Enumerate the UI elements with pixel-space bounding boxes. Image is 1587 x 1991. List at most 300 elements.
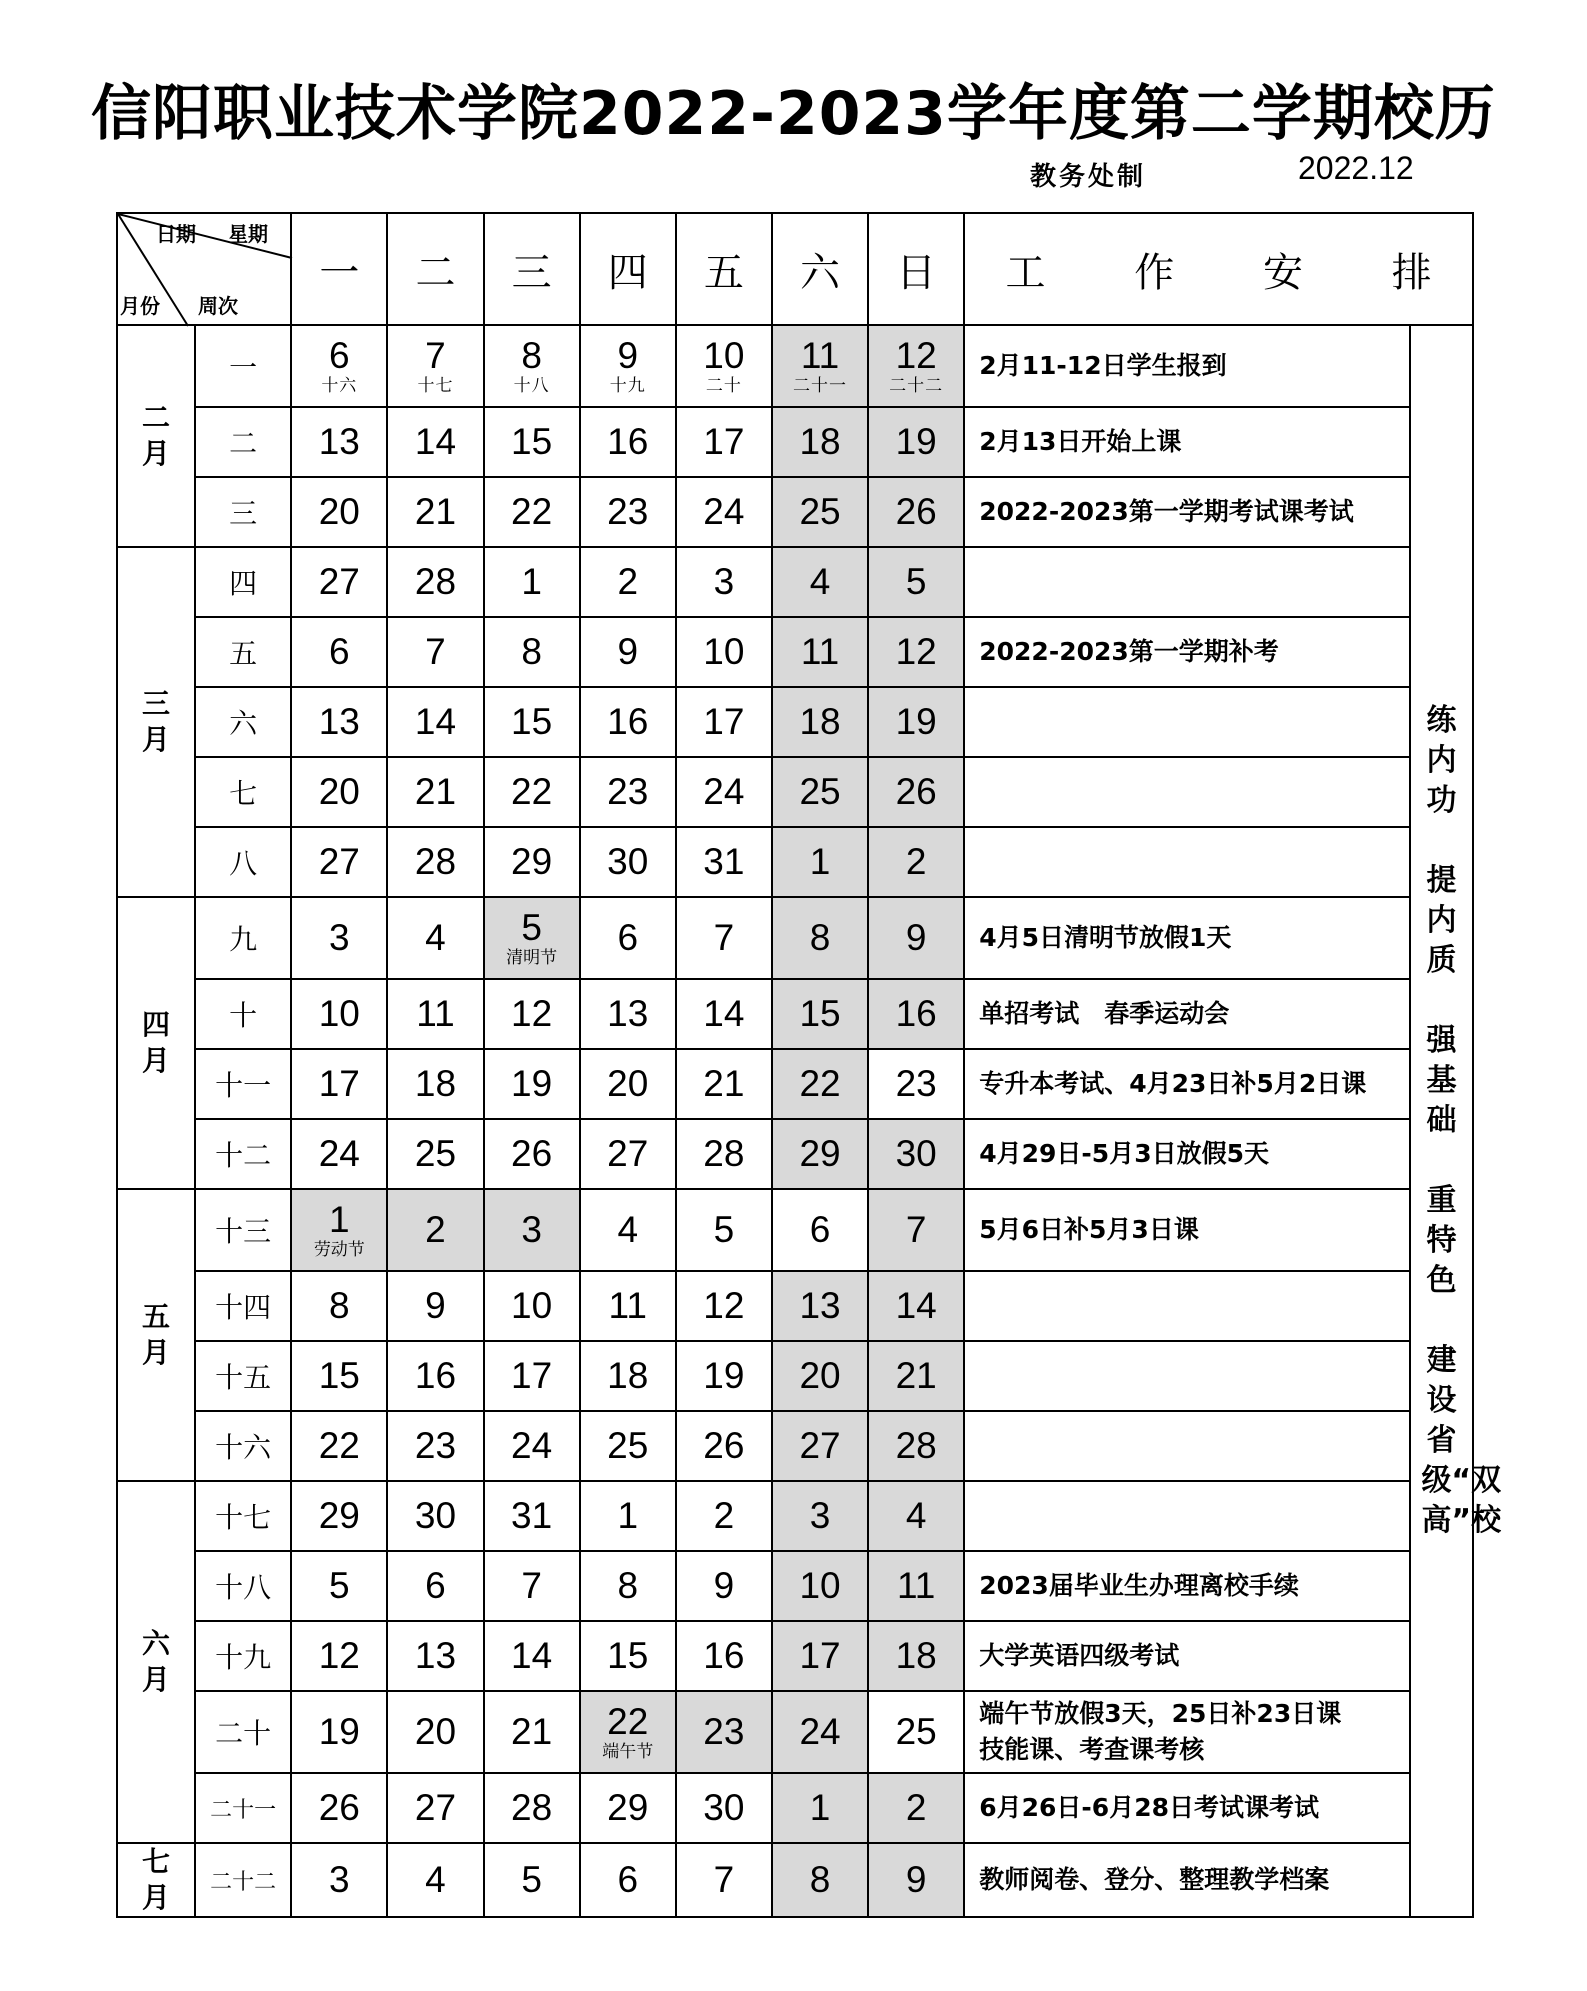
day-number: 19 xyxy=(703,1355,745,1396)
day-number: 1 xyxy=(329,1199,350,1240)
day-number: 19 xyxy=(895,701,937,742)
day-number: 29 xyxy=(318,1495,360,1536)
day-number: 24 xyxy=(799,1711,841,1752)
day-cell xyxy=(291,1621,387,1691)
day-number: 22 xyxy=(607,1701,649,1742)
day-cell xyxy=(772,1119,868,1189)
day-cell xyxy=(580,1551,676,1621)
day-cell xyxy=(676,1341,772,1411)
day-cell xyxy=(580,617,676,687)
day-cell xyxy=(676,1621,772,1691)
day-number: 2 xyxy=(905,1787,927,1828)
day-cell xyxy=(291,325,387,407)
day-number: 15 xyxy=(607,1635,649,1676)
day-cell xyxy=(772,547,868,617)
week-number: 十七 xyxy=(195,1481,291,1551)
week-row xyxy=(117,617,1473,687)
day-number: 2 xyxy=(617,561,639,602)
day-cell xyxy=(676,1551,772,1621)
day-number: 1 xyxy=(809,1787,831,1828)
day-cell xyxy=(868,1843,964,1917)
day-cell xyxy=(291,1551,387,1621)
day-number: 23 xyxy=(895,1063,937,1104)
day-number: 20 xyxy=(318,771,360,812)
day-number: 18 xyxy=(799,701,841,742)
day-number: 14 xyxy=(414,421,457,462)
day-cell xyxy=(868,1411,964,1481)
day-number: 15 xyxy=(318,1355,360,1396)
day-number: 14 xyxy=(703,993,745,1034)
day-number: 9 xyxy=(905,917,927,958)
day-cell xyxy=(676,687,772,757)
day-number: 4 xyxy=(809,561,831,602)
day-number: 23 xyxy=(607,491,649,532)
day-cell xyxy=(676,1189,772,1271)
month-label: 三 月 xyxy=(117,547,195,897)
corner-week-label: 周次 xyxy=(198,294,238,318)
work-note: 2月13日开始上课 xyxy=(964,407,1410,477)
week-row xyxy=(117,979,1473,1049)
day-cell xyxy=(484,1691,580,1773)
week-row xyxy=(117,1271,1473,1341)
week-row xyxy=(117,687,1473,757)
day-cell xyxy=(676,407,772,477)
day-cell xyxy=(291,407,387,477)
day-number: 24 xyxy=(318,1133,360,1174)
slogan-phrase: 提内质 xyxy=(1426,863,1457,978)
day-cell xyxy=(291,1481,387,1551)
day-number: 21 xyxy=(414,491,457,532)
slogan-phrase: 练内功 xyxy=(1426,703,1457,818)
day-cell xyxy=(772,1773,868,1843)
day-number: 30 xyxy=(895,1133,937,1174)
day-cell xyxy=(291,617,387,687)
day-cell xyxy=(772,1621,868,1691)
day-cell xyxy=(580,1049,676,1119)
day-number: 3 xyxy=(329,1859,350,1900)
day-number: 3 xyxy=(713,561,735,602)
day-cell xyxy=(772,979,868,1049)
day-number: 1 xyxy=(617,1495,639,1536)
day-cell xyxy=(868,1481,964,1551)
day-number: 14 xyxy=(895,1285,937,1326)
lunar-date-label: 十八 xyxy=(513,376,550,396)
day-cell xyxy=(676,547,772,617)
week-row xyxy=(117,1843,1473,1917)
day-cell xyxy=(387,407,483,477)
week-number: 二 xyxy=(195,407,291,477)
day-cell xyxy=(580,1341,676,1411)
work-note xyxy=(964,1481,1410,1551)
day-cell xyxy=(484,897,580,979)
week-number: 二十一 xyxy=(195,1773,291,1843)
day-number: 30 xyxy=(607,841,649,882)
day-number: 6 xyxy=(617,1859,639,1900)
day-number: 19 xyxy=(318,1711,360,1752)
day-number: 23 xyxy=(607,771,649,812)
day-cell xyxy=(868,757,964,827)
day-cell xyxy=(291,1341,387,1411)
day-cell xyxy=(868,1773,964,1843)
weekday-header-mon: 一 xyxy=(291,213,387,325)
day-cell xyxy=(484,1773,580,1843)
day-cell xyxy=(772,687,868,757)
day-cell xyxy=(291,979,387,1049)
day-number: 15 xyxy=(511,421,553,462)
day-cell xyxy=(868,979,964,1049)
day-number: 18 xyxy=(799,421,841,462)
day-number: 16 xyxy=(607,421,649,462)
day-number: 17 xyxy=(318,1063,360,1104)
day-cell xyxy=(676,477,772,547)
day-number: 23 xyxy=(703,1711,745,1752)
week-number: 十二 xyxy=(195,1119,291,1189)
day-number: 8 xyxy=(809,917,831,958)
weekday-header-sun: 日 xyxy=(868,213,964,325)
slogan-phrase: 重特色 xyxy=(1426,1183,1457,1298)
day-cell xyxy=(772,1551,868,1621)
day-cell xyxy=(676,1119,772,1189)
work-note xyxy=(964,1411,1410,1481)
day-cell xyxy=(387,1481,483,1551)
day-number: 25 xyxy=(799,491,841,532)
day-number: 10 xyxy=(703,631,745,672)
day-cell xyxy=(387,325,483,407)
day-number: 14 xyxy=(414,701,457,742)
work-note: 单招考试 春季运动会 xyxy=(964,979,1410,1049)
month-label: 四 月 xyxy=(117,897,195,1189)
day-cell xyxy=(291,827,387,897)
day-number: 5 xyxy=(329,1565,350,1606)
day-number: 6 xyxy=(329,335,350,376)
day-cell xyxy=(868,1691,964,1773)
day-cell xyxy=(291,1271,387,1341)
day-cell xyxy=(676,1843,772,1917)
day-number: 2 xyxy=(425,1209,446,1250)
day-number: 7 xyxy=(713,917,735,958)
day-cell xyxy=(868,687,964,757)
holiday-label: 清明节 xyxy=(506,948,558,968)
week-number: 九 xyxy=(195,897,291,979)
day-cell xyxy=(291,1049,387,1119)
day-cell xyxy=(387,827,483,897)
week-number: 七 xyxy=(195,757,291,827)
day-number: 17 xyxy=(703,421,745,462)
day-cell xyxy=(291,547,387,617)
work-note: 2022-2023第一学期考试课考试 xyxy=(964,477,1410,547)
day-number: 5 xyxy=(905,561,927,602)
day-number: 8 xyxy=(617,1565,639,1606)
day-number: 16 xyxy=(895,993,937,1034)
day-cell xyxy=(868,1119,964,1189)
day-number: 1 xyxy=(521,561,542,602)
day-cell xyxy=(484,1119,580,1189)
day-cell xyxy=(676,325,772,407)
day-cell xyxy=(387,1341,483,1411)
day-cell xyxy=(484,1411,580,1481)
day-number: 18 xyxy=(895,1635,937,1676)
day-number: 13 xyxy=(318,701,360,742)
day-cell xyxy=(387,1621,483,1691)
corner-month-label: 月份 xyxy=(120,294,160,318)
day-cell xyxy=(868,827,964,897)
day-cell xyxy=(580,897,676,979)
work-note: 2022-2023第一学期补考 xyxy=(964,617,1410,687)
day-number: 13 xyxy=(318,421,360,462)
day-cell xyxy=(484,827,580,897)
week-row xyxy=(117,1189,1473,1271)
day-cell xyxy=(484,1551,580,1621)
corner-date-label: 日期 xyxy=(156,222,196,246)
day-cell xyxy=(868,1551,964,1621)
work-note xyxy=(964,757,1410,827)
day-number: 3 xyxy=(809,1495,831,1536)
day-number: 26 xyxy=(318,1787,360,1828)
work-note: 2023届毕业生办理离校手续 xyxy=(964,1551,1410,1621)
weekday-header-sat: 六 xyxy=(772,213,868,325)
day-cell xyxy=(772,827,868,897)
day-cell xyxy=(868,1049,964,1119)
day-number: 9 xyxy=(425,1285,446,1326)
day-cell xyxy=(676,827,772,897)
day-cell xyxy=(484,1189,580,1271)
day-cell xyxy=(772,1341,868,1411)
day-number: 12 xyxy=(895,335,937,376)
day-cell xyxy=(291,687,387,757)
day-cell xyxy=(291,757,387,827)
day-cell xyxy=(868,1341,964,1411)
day-number: 12 xyxy=(895,631,937,672)
day-number: 10 xyxy=(318,993,360,1034)
day-cell xyxy=(484,1271,580,1341)
day-number: 8 xyxy=(809,1859,831,1900)
work-note: 端午节放假3天，25日补23日课 技能课、考查课考核 xyxy=(964,1691,1410,1773)
day-number: 8 xyxy=(521,335,542,376)
day-cell xyxy=(484,325,580,407)
week-number: 十三 xyxy=(195,1189,291,1271)
day-cell xyxy=(387,1843,483,1917)
day-number: 18 xyxy=(607,1355,649,1396)
work-note: 2月11-12日学生报到 xyxy=(964,325,1410,407)
day-cell xyxy=(484,1843,580,1917)
academic-calendar-table xyxy=(116,212,1502,1918)
page-title: 信阳职业技术学院2022-2023学年度第二学期校历 xyxy=(91,79,1496,149)
day-cell xyxy=(676,1481,772,1551)
day-cell xyxy=(387,1189,483,1271)
day-cell xyxy=(676,1049,772,1119)
week-row xyxy=(117,1341,1473,1411)
week-row xyxy=(117,897,1473,979)
day-cell xyxy=(387,757,483,827)
day-cell xyxy=(676,1411,772,1481)
day-number: 16 xyxy=(703,1635,745,1676)
day-number: 29 xyxy=(511,841,553,882)
day-cell xyxy=(580,325,676,407)
day-number: 31 xyxy=(703,841,745,882)
day-number: 5 xyxy=(521,907,542,948)
issue-date: 2022.12 xyxy=(1298,150,1414,186)
day-number: 27 xyxy=(318,561,360,602)
day-cell xyxy=(868,1189,964,1271)
week-row xyxy=(117,1773,1473,1843)
week-row xyxy=(117,407,1473,477)
day-number: 15 xyxy=(511,701,553,742)
day-number: 26 xyxy=(703,1425,745,1466)
day-number: 11 xyxy=(896,1565,936,1606)
day-number: 9 xyxy=(617,335,639,376)
month-label: 五 月 xyxy=(117,1189,195,1481)
month-label: 二 月 xyxy=(117,325,195,547)
week-number: 一 xyxy=(195,325,291,407)
day-cell xyxy=(580,1691,676,1773)
day-number: 16 xyxy=(414,1355,457,1396)
day-cell xyxy=(580,687,676,757)
day-cell xyxy=(387,1773,483,1843)
day-number: 12 xyxy=(703,1285,745,1326)
day-number: 20 xyxy=(799,1355,841,1396)
work-note: 专升本考试、4月23日补5月2日课 xyxy=(964,1049,1410,1119)
day-cell xyxy=(580,1411,676,1481)
day-number: 30 xyxy=(414,1495,457,1536)
day-number: 27 xyxy=(607,1133,649,1174)
day-cell xyxy=(387,687,483,757)
day-cell xyxy=(868,1271,964,1341)
day-number: 25 xyxy=(414,1133,457,1174)
day-number: 2 xyxy=(905,841,927,882)
day-number: 14 xyxy=(511,1635,553,1676)
day-cell xyxy=(291,1773,387,1843)
day-number: 28 xyxy=(895,1425,937,1466)
day-number: 22 xyxy=(318,1425,360,1466)
day-cell xyxy=(772,1843,868,1917)
work-note xyxy=(964,687,1410,757)
day-cell xyxy=(676,1691,772,1773)
slogan-column xyxy=(1410,325,1502,1917)
day-cell xyxy=(580,1189,676,1271)
week-number: 四 xyxy=(195,547,291,617)
day-number: 4 xyxy=(425,917,446,958)
day-cell xyxy=(291,477,387,547)
day-cell xyxy=(291,897,387,979)
day-number: 28 xyxy=(414,561,457,602)
day-number: 20 xyxy=(607,1063,649,1104)
day-number: 4 xyxy=(905,1495,927,1536)
slogan-phrase: 建设省级“双高”校 xyxy=(1421,1343,1502,1538)
work-note: 4月5日清明节放假1天 xyxy=(964,897,1410,979)
month-label: 七 月 xyxy=(117,1843,195,1917)
week-row xyxy=(117,1411,1473,1481)
day-cell xyxy=(676,617,772,687)
day-cell xyxy=(772,325,868,407)
day-number: 4 xyxy=(425,1859,446,1900)
week-number: 十 xyxy=(195,979,291,1049)
week-row xyxy=(117,757,1473,827)
day-number: 25 xyxy=(607,1425,649,1466)
slogan-phrase: 强基础 xyxy=(1426,1023,1457,1138)
day-cell xyxy=(772,897,868,979)
work-note: 教师阅卷、登分、整理教学档案 xyxy=(964,1843,1410,1917)
week-number: 二十二 xyxy=(195,1843,291,1917)
day-cell xyxy=(580,1773,676,1843)
week-number: 十八 xyxy=(195,1551,291,1621)
day-number: 18 xyxy=(414,1063,457,1104)
day-cell xyxy=(772,1189,868,1271)
lunar-date-label: 十九 xyxy=(609,376,646,396)
day-number: 7 xyxy=(521,1565,542,1606)
day-number: 10 xyxy=(799,1565,841,1606)
day-number: 9 xyxy=(713,1565,735,1606)
day-cell xyxy=(580,547,676,617)
day-number: 1 xyxy=(809,841,831,882)
day-number: 16 xyxy=(607,701,649,742)
day-cell xyxy=(291,1691,387,1773)
day-cell xyxy=(291,1411,387,1481)
week-row xyxy=(117,547,1473,617)
day-cell xyxy=(484,687,580,757)
day-number: 10 xyxy=(703,335,745,376)
week-row xyxy=(117,325,1473,407)
day-cell xyxy=(772,617,868,687)
weekday-header-tue: 二 xyxy=(387,213,483,325)
day-number: 11 xyxy=(608,1285,647,1326)
day-cell xyxy=(291,1119,387,1189)
work-arrangement-header: 工 作 安 排 xyxy=(964,213,1473,325)
day-cell xyxy=(676,897,772,979)
day-number: 6 xyxy=(617,917,639,958)
weekday-header-fri: 五 xyxy=(676,213,772,325)
day-cell xyxy=(580,1119,676,1189)
day-cell xyxy=(772,477,868,547)
week-number: 十四 xyxy=(195,1271,291,1341)
day-cell xyxy=(676,1773,772,1843)
day-cell xyxy=(484,1341,580,1411)
day-number: 30 xyxy=(703,1787,745,1828)
day-number: 8 xyxy=(329,1285,350,1326)
day-number: 11 xyxy=(800,631,840,672)
day-cell xyxy=(580,477,676,547)
week-row xyxy=(117,827,1473,897)
day-cell xyxy=(484,757,580,827)
day-cell xyxy=(868,325,964,407)
day-number: 29 xyxy=(607,1787,649,1828)
month-label: 六 月 xyxy=(117,1481,195,1843)
day-cell xyxy=(868,477,964,547)
day-number: 21 xyxy=(703,1063,745,1104)
week-number: 十九 xyxy=(195,1621,291,1691)
day-number: 24 xyxy=(703,491,745,532)
day-number: 4 xyxy=(617,1209,639,1250)
day-cell xyxy=(580,1843,676,1917)
day-cell xyxy=(772,1481,868,1551)
day-number: 12 xyxy=(511,993,553,1034)
day-number: 6 xyxy=(329,631,350,672)
day-number: 17 xyxy=(703,701,745,742)
day-number: 26 xyxy=(895,491,937,532)
week-number: 二十 xyxy=(195,1691,291,1773)
day-number: 5 xyxy=(713,1209,735,1250)
day-cell xyxy=(772,1049,868,1119)
day-number: 19 xyxy=(895,421,937,462)
day-cell xyxy=(676,979,772,1049)
day-cell xyxy=(387,1691,483,1773)
week-number: 六 xyxy=(195,687,291,757)
day-number: 2 xyxy=(713,1495,735,1536)
day-number: 5 xyxy=(521,1859,542,1900)
day-number: 31 xyxy=(511,1495,553,1536)
week-number: 五 xyxy=(195,617,291,687)
day-cell xyxy=(387,1271,483,1341)
week-row xyxy=(117,1481,1473,1551)
